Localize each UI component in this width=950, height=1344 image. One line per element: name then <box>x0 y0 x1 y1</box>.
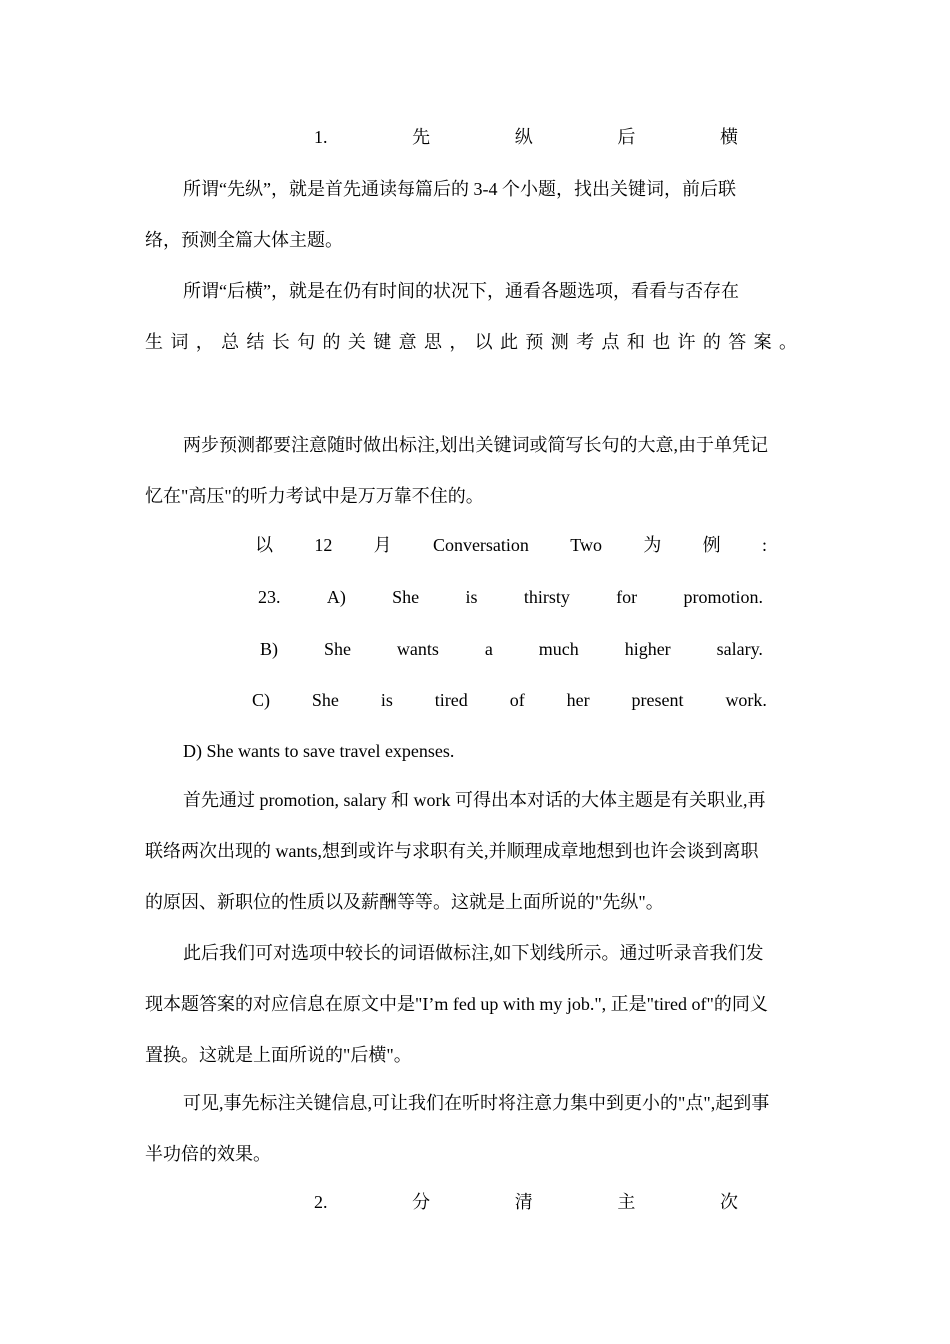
text-char: 意 <box>398 332 417 352</box>
heading-2 <box>314 1189 738 1215</box>
paragraph-4-line-2: 联络两次出现的 wants,想到或许与求职有关,并顺理成章地想到也许会谈到离职 <box>145 841 759 861</box>
text-char: 案 <box>753 332 772 352</box>
option-word: of <box>509 690 525 710</box>
heading-2-char: 清 <box>514 1192 533 1212</box>
paragraph-2-line-1: 所谓“后横”，就是在仍有时间的状况下，通看各题选项，看看与否存在 <box>183 281 739 301</box>
paragraph-2-line-2 <box>145 329 797 355</box>
text-char: ， <box>195 332 214 352</box>
option-word: B) <box>260 639 278 659</box>
paragraph-5-line-2: 现本题答案的对应信息在原文中是"I’m fed up with my job.", 正是"tired of"的同义 <box>145 994 768 1014</box>
option-word: She <box>311 690 339 710</box>
text-char: 词 <box>170 332 189 352</box>
heading-1-char: 纵 <box>514 127 533 147</box>
example-word: 例 <box>702 535 721 555</box>
text-char: 答 <box>728 332 747 352</box>
option-word: promotion. <box>683 587 763 607</box>
paragraph-3-line-2: 忆在"高压"的听力考试中是万万靠不住的。 <box>145 486 484 506</box>
paragraph-5-line-1: 此后我们可对选项中较长的词语做标注,如下划线所示。通过听录音我们发 <box>183 943 764 963</box>
example-word: 12 <box>314 535 333 555</box>
example-word: 月 <box>373 535 392 555</box>
heading-1-char: 横 <box>720 127 738 147</box>
option-word: salary. <box>716 639 763 659</box>
text-char: ， <box>449 332 468 352</box>
paragraph-5-line-3: 置换。这就是上面所说的"后横"。 <box>145 1045 412 1065</box>
text-char: 预 <box>525 332 544 352</box>
option-d: D) She wants to save travel expenses. <box>183 741 455 761</box>
option-word: thirsty <box>523 587 570 607</box>
example-word: 以 <box>255 535 273 555</box>
paragraph-1-line-2: 络，预测全篇大体主题。 <box>145 230 343 250</box>
example-line <box>255 532 767 558</box>
paragraph-6-line-1: 可见,事先标注关键信息,可让我们在听时将注意力集中到更小的"点",起到事 <box>183 1093 770 1113</box>
heading-1 <box>314 124 738 150</box>
text-char: 结 <box>246 332 265 352</box>
text-char: 的 <box>322 332 341 352</box>
option-word: tired <box>434 690 468 710</box>
option-23-a <box>258 584 763 610</box>
option-word: is <box>380 690 393 710</box>
option-word: She <box>323 639 351 659</box>
text-char: 关 <box>347 332 366 352</box>
paragraph-3-line-1: 两步预测都要注意随时做出标注,划出关键词或简写长句的大意,由于单凭记 <box>183 435 768 455</box>
heading-1-char: 后 <box>617 127 636 147</box>
text-char: 以 <box>474 332 493 352</box>
paragraph-4-line-3: 的原因、新职位的性质以及薪酬等等。这就是上面所说的"先纵"。 <box>145 892 664 912</box>
option-word: present <box>631 690 684 710</box>
text-char: 考 <box>576 332 595 352</box>
heading-2-char: 次 <box>720 1192 738 1212</box>
option-word: A) <box>326 587 346 607</box>
text-char: 的 <box>702 332 721 352</box>
heading-2-char: 主 <box>617 1192 636 1212</box>
paragraph-1-line-1: 所谓“先纵”，就是首先通读每篇后的 3-4 个小题，找出关键词，前后联 <box>183 179 736 199</box>
option-word: for <box>616 587 638 607</box>
option-word: a <box>484 639 493 659</box>
text-char: 测 <box>550 332 569 352</box>
option-word: C) <box>252 690 270 710</box>
text-char: 总 <box>221 332 240 352</box>
text-char: 点 <box>601 332 620 352</box>
text-char: 此 <box>500 332 519 352</box>
option-b <box>260 636 763 662</box>
option-word: wants <box>396 639 439 659</box>
option-c <box>252 687 767 713</box>
text-char: 。 <box>778 332 797 352</box>
text-char: 句 <box>297 332 316 352</box>
option-word: 23. <box>258 587 281 607</box>
heading-2-char: 分 <box>412 1192 431 1212</box>
option-word: work. <box>725 690 767 710</box>
text-char: 也 <box>652 332 671 352</box>
text-char: 长 <box>271 332 290 352</box>
text-char: 许 <box>677 332 696 352</box>
example-word: 为 <box>643 535 662 555</box>
paragraph-6-line-2: 半功倍的效果。 <box>145 1144 271 1164</box>
text-char: 键 <box>373 332 392 352</box>
option-word: much <box>538 639 579 659</box>
paragraph-4-line-1: 首先通过 promotion, salary 和 work 可得出本对话的大体主题是有关职业,再 <box>183 790 766 810</box>
heading-2-number: 2. <box>314 1192 328 1212</box>
example-word: Conversation <box>432 535 529 555</box>
option-word: is <box>465 587 478 607</box>
option-word: She <box>392 587 420 607</box>
heading-1-number: 1. <box>314 127 328 147</box>
text-char: 和 <box>626 332 645 352</box>
text-char: 思 <box>423 332 442 352</box>
option-word: her <box>566 690 590 710</box>
example-word: : <box>761 535 767 555</box>
text-char: 生 <box>145 332 163 352</box>
option-word: higher <box>624 639 671 659</box>
example-word: Two <box>570 535 602 555</box>
heading-1-char: 先 <box>412 127 431 147</box>
